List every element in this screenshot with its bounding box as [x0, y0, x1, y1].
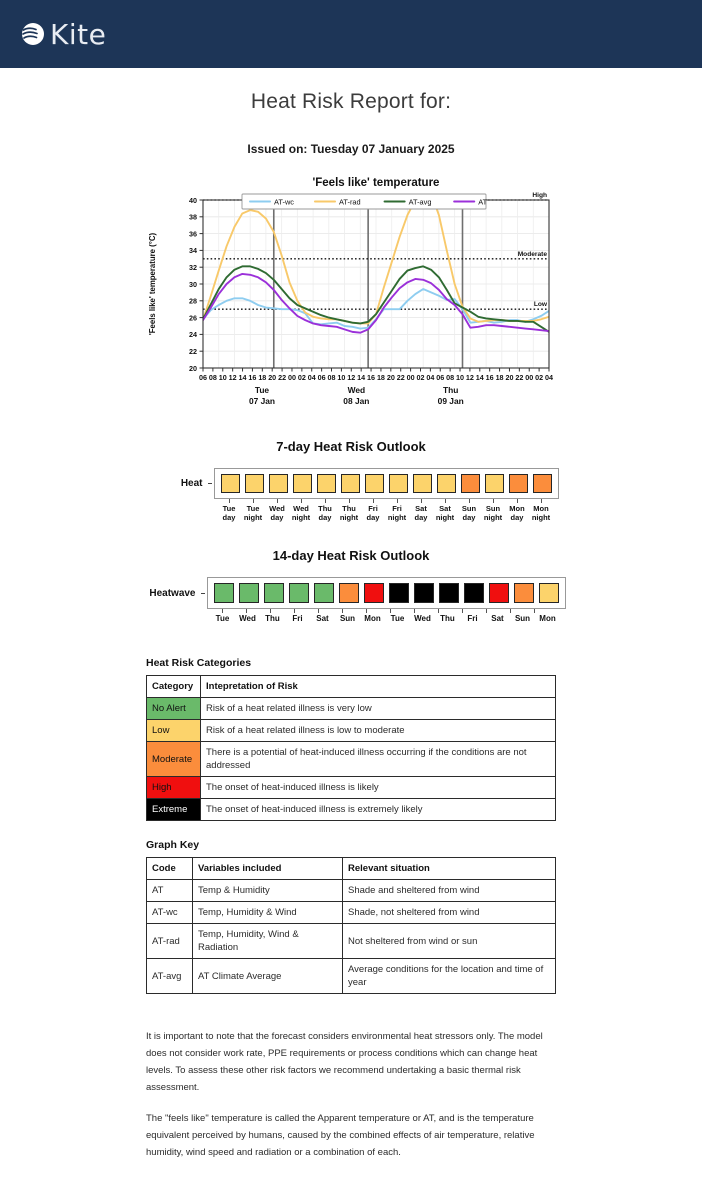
y-tick-label: 34	[189, 246, 197, 256]
category-description: The onset of heat-induced illness is extremely likely	[201, 799, 556, 821]
x-tick-label: 12	[347, 373, 356, 382]
x-tick-label: 16	[367, 373, 376, 382]
x-day-label: Wed	[347, 385, 366, 395]
x-tick-label: 12	[228, 373, 237, 382]
outlook14-row-label: Heatwave	[149, 587, 196, 599]
day-label: Sat	[491, 614, 504, 623]
y-tick-label: 36	[189, 229, 197, 239]
x-tick-label: 02	[416, 373, 425, 382]
category-swatch-label: High	[147, 777, 201, 799]
day-label: Fri	[292, 614, 303, 623]
issued-date: Issued on: Tuesday 07 January 2025	[247, 142, 455, 156]
day-label: Thu	[265, 614, 280, 623]
note-paragraph-2: The "feels like" temperature is called the Apparent temperature or AT, and is the temperature equivalent perceived by humans, caused by the combined effects of air temperature, relative humidity, wind speed and radiation or a combination of each.	[146, 1113, 535, 1158]
risk-cell	[389, 474, 408, 493]
x-tick-label: 04	[307, 373, 316, 382]
day-label: Sun night	[483, 504, 503, 522]
graph-key-heading: Graph Key	[146, 839, 200, 851]
app-header	[0, 0, 702, 68]
risk-cell	[413, 474, 432, 493]
risk-cell	[245, 474, 264, 493]
key-situation: Shade and sheltered from wind	[343, 880, 556, 902]
x-tick-label: 22	[515, 373, 524, 382]
y-tick-label: 28	[189, 296, 197, 306]
risk-cell	[485, 474, 504, 493]
day-label: Thu day	[318, 504, 332, 522]
day-label: Sun	[339, 614, 356, 623]
risk-cell	[414, 583, 434, 603]
category-swatch-label: Low	[147, 720, 201, 742]
footer-notes	[146, 1028, 558, 1161]
x-date-label: 09 Jan	[437, 396, 464, 406]
threshold-label: High	[532, 192, 547, 199]
x-tick-label: 22	[278, 373, 287, 382]
risk-cell	[489, 583, 509, 603]
day-label: Sat night	[435, 504, 455, 522]
y-tick-label: 24	[189, 330, 197, 340]
x-tick-label: 04	[426, 373, 435, 382]
table-row	[147, 959, 556, 994]
table-header-row	[147, 858, 556, 880]
threshold-label: Moderate	[517, 250, 547, 258]
key-code: AT-wc	[147, 902, 193, 924]
outlook7-row-label: Heat	[180, 478, 203, 489]
category-swatch-label: Moderate	[147, 742, 201, 777]
legend-label-AT-wc: AT-wc	[274, 197, 294, 207]
legend-label-AT: AT	[478, 197, 488, 207]
key-code: AT	[147, 880, 193, 902]
risk-cell	[339, 583, 359, 603]
x-date-label: 08 Jan	[343, 396, 370, 406]
x-tick-label: 14	[238, 373, 247, 382]
day-label: Wed night	[291, 504, 311, 522]
risk-cell	[509, 474, 528, 493]
graph-key-table	[146, 857, 556, 994]
risk-cell	[464, 583, 484, 603]
report-page	[0, 90, 702, 1161]
category-description: There is a potential of heat-induced illness occurring if the conditions are not addressed	[201, 742, 556, 777]
categories-block	[146, 657, 556, 821]
y-tick-label: 26	[189, 313, 197, 323]
x-tick-label: 00	[287, 373, 296, 382]
outlook7-axis-tick	[208, 483, 212, 484]
category-description: Risk of a heat related illness is low to moderate	[201, 720, 556, 742]
brand-name: Kite	[50, 17, 107, 51]
day-label: Sat day	[414, 504, 428, 522]
day-label: Wed	[239, 614, 256, 623]
y-tick-label: 32	[189, 263, 197, 272]
column-header: Intepretation of Risk	[201, 676, 556, 698]
category-swatch-label: No Alert	[147, 698, 201, 720]
outlook7-title: 7-day Heat Risk Outlook	[276, 439, 426, 454]
x-tick-label: 14	[475, 373, 484, 382]
key-variables: AT Climate Average	[193, 959, 343, 994]
table-row	[147, 777, 556, 799]
x-tick-label: 08	[208, 373, 217, 382]
risk-cell	[221, 474, 240, 493]
risk-cell	[317, 474, 336, 493]
day-label: Wed day	[269, 504, 285, 522]
key-situation: Average conditions for the location and time of year	[343, 959, 556, 994]
risk-cell	[533, 474, 552, 493]
risk-cell	[239, 583, 259, 603]
risk-cell	[314, 583, 334, 603]
chart-title: 'Feels like' temperature	[312, 177, 440, 189]
y-tick-label: 20	[189, 363, 197, 373]
x-tick-label: 06	[436, 373, 445, 382]
outlook7-section	[0, 468, 702, 522]
x-tick-label: 02	[297, 373, 306, 382]
day-label: Fri day	[366, 504, 380, 522]
day-label: Mon	[539, 614, 556, 623]
y-tick-label: 38	[189, 212, 197, 222]
categories-heading: Heat Risk Categories	[146, 657, 252, 669]
x-tick-label: 02	[535, 373, 544, 382]
key-variables: Temp, Humidity & Wind	[193, 902, 343, 924]
risk-cell	[269, 474, 288, 493]
outlook7-cells	[214, 468, 559, 499]
y-tick-label: 30	[189, 279, 197, 289]
category-swatch-label: Extreme	[147, 799, 201, 821]
day-label: Sun day	[461, 504, 477, 522]
outlook14-section	[0, 577, 702, 623]
risk-cell	[341, 474, 360, 493]
x-date-label: 07 Jan	[248, 396, 276, 406]
chart-canvas	[141, 172, 561, 417]
x-tick-label: 00	[406, 373, 415, 382]
category-description: The onset of heat-induced illness is likely	[201, 777, 556, 799]
key-situation: Not sheltered from wind or sun	[343, 924, 556, 959]
risk-cell	[214, 583, 234, 603]
legend-label-AT-rad: AT-rad	[339, 197, 361, 207]
key-situation: Shade, not sheltered from wind	[343, 902, 556, 924]
risk-cell	[439, 583, 459, 603]
threshold-label: Low	[533, 301, 547, 309]
day-label: Tue night	[243, 504, 263, 522]
day-label: Mon day	[509, 504, 525, 522]
risk-cell	[289, 583, 309, 603]
day-label: Sat	[316, 614, 329, 623]
outlook14-axis-tick	[201, 593, 205, 594]
day-label: Sun	[514, 614, 531, 623]
day-label: Tue	[390, 614, 405, 623]
y-tick-label: 40	[189, 195, 197, 205]
y-tick-label: 22	[189, 347, 197, 356]
x-day-label: Thu	[443, 385, 459, 395]
brand-logo[interactable]	[18, 18, 106, 51]
risk-cell	[389, 583, 409, 603]
x-tick-label: 10	[337, 373, 346, 382]
feels-like-chart	[0, 172, 702, 417]
risk-cell	[364, 583, 384, 603]
legend-label-AT-avg: AT-avg	[408, 197, 432, 207]
risk-cell	[264, 583, 284, 603]
x-tick-label: 04	[545, 373, 553, 382]
table-row	[147, 799, 556, 821]
table-header-row	[147, 676, 556, 698]
key-variables: Temp & Humidity	[193, 880, 343, 902]
x-tick-label: 22	[396, 373, 405, 382]
x-tick-label: 06	[199, 373, 207, 382]
key-variables: Temp, Humidity, Wind & Radiation	[193, 924, 343, 959]
outlook14-labels	[207, 613, 564, 623]
x-day-label: Tue	[254, 385, 270, 395]
table-row	[147, 720, 556, 742]
chart-legend	[242, 194, 488, 209]
risk-cell	[365, 474, 384, 493]
day-label: Wed	[414, 614, 431, 623]
table-row	[147, 742, 556, 777]
day-label: Thu night	[339, 504, 359, 522]
risk-cell	[514, 583, 534, 603]
column-header: Relevant situation	[343, 858, 556, 880]
table-row	[147, 924, 556, 959]
x-tick-label: 00	[525, 373, 534, 382]
table-row	[147, 698, 556, 720]
x-tick-label: 18	[376, 373, 385, 382]
x-tick-label: 18	[258, 373, 267, 382]
day-label: Tue	[215, 614, 230, 623]
note-paragraph-1: It is important to note that the forecast considers environmental heat stressors only. The model does not consider work rate, PPE requirements or process conditions which can change heat levels. To assess these other risk factors we recommend undertaking a basic thermal risk assessment.	[146, 1031, 543, 1093]
heat-risk-categories-table	[146, 675, 556, 821]
day-label: Mon night	[531, 504, 551, 522]
x-tick-label: 20	[386, 373, 395, 382]
day-label: Mon	[364, 614, 381, 623]
x-tick-label: 20	[268, 373, 277, 382]
outlook14-cells	[207, 577, 566, 609]
x-tick-label: 16	[248, 373, 257, 382]
x-tick-label: 06	[317, 373, 326, 382]
outlook7-labels	[214, 503, 557, 522]
risk-cell	[461, 474, 480, 493]
day-label: Fri	[467, 614, 478, 623]
day-label: Fri night	[387, 504, 407, 522]
x-tick-label: 14	[357, 373, 366, 382]
category-description: Risk of a heat related illness is very low	[201, 698, 556, 720]
x-tick-label: 12	[465, 373, 474, 382]
y-axis-title: 'Feels like' temperature (°C)	[148, 232, 157, 336]
day-label: Tue day	[222, 504, 236, 522]
x-tick-label: 18	[495, 373, 504, 382]
key-code: AT-rad	[147, 924, 193, 959]
x-tick-label: 10	[218, 373, 227, 382]
table-row	[147, 880, 556, 902]
day-label: Thu	[440, 614, 455, 623]
outlook14-title: 14-day Heat Risk Outlook	[272, 548, 430, 563]
risk-cell	[437, 474, 456, 493]
risk-cell	[539, 583, 559, 603]
page-title: Heat Risk Report for:	[250, 90, 452, 113]
key-code: AT-avg	[147, 959, 193, 994]
kite-wave-circle-logo	[18, 19, 48, 49]
risk-cell	[293, 474, 312, 493]
x-tick-label: 08	[327, 373, 336, 382]
x-tick-label: 10	[456, 373, 465, 382]
column-header: Category	[147, 676, 201, 698]
table-row	[147, 902, 556, 924]
graph-key-block	[146, 839, 556, 994]
x-tick-label: 08	[446, 373, 455, 382]
x-tick-label: 16	[485, 373, 494, 382]
column-header: Variables included	[193, 858, 343, 880]
x-tick-label: 20	[505, 373, 514, 382]
column-header: Code	[147, 858, 193, 880]
